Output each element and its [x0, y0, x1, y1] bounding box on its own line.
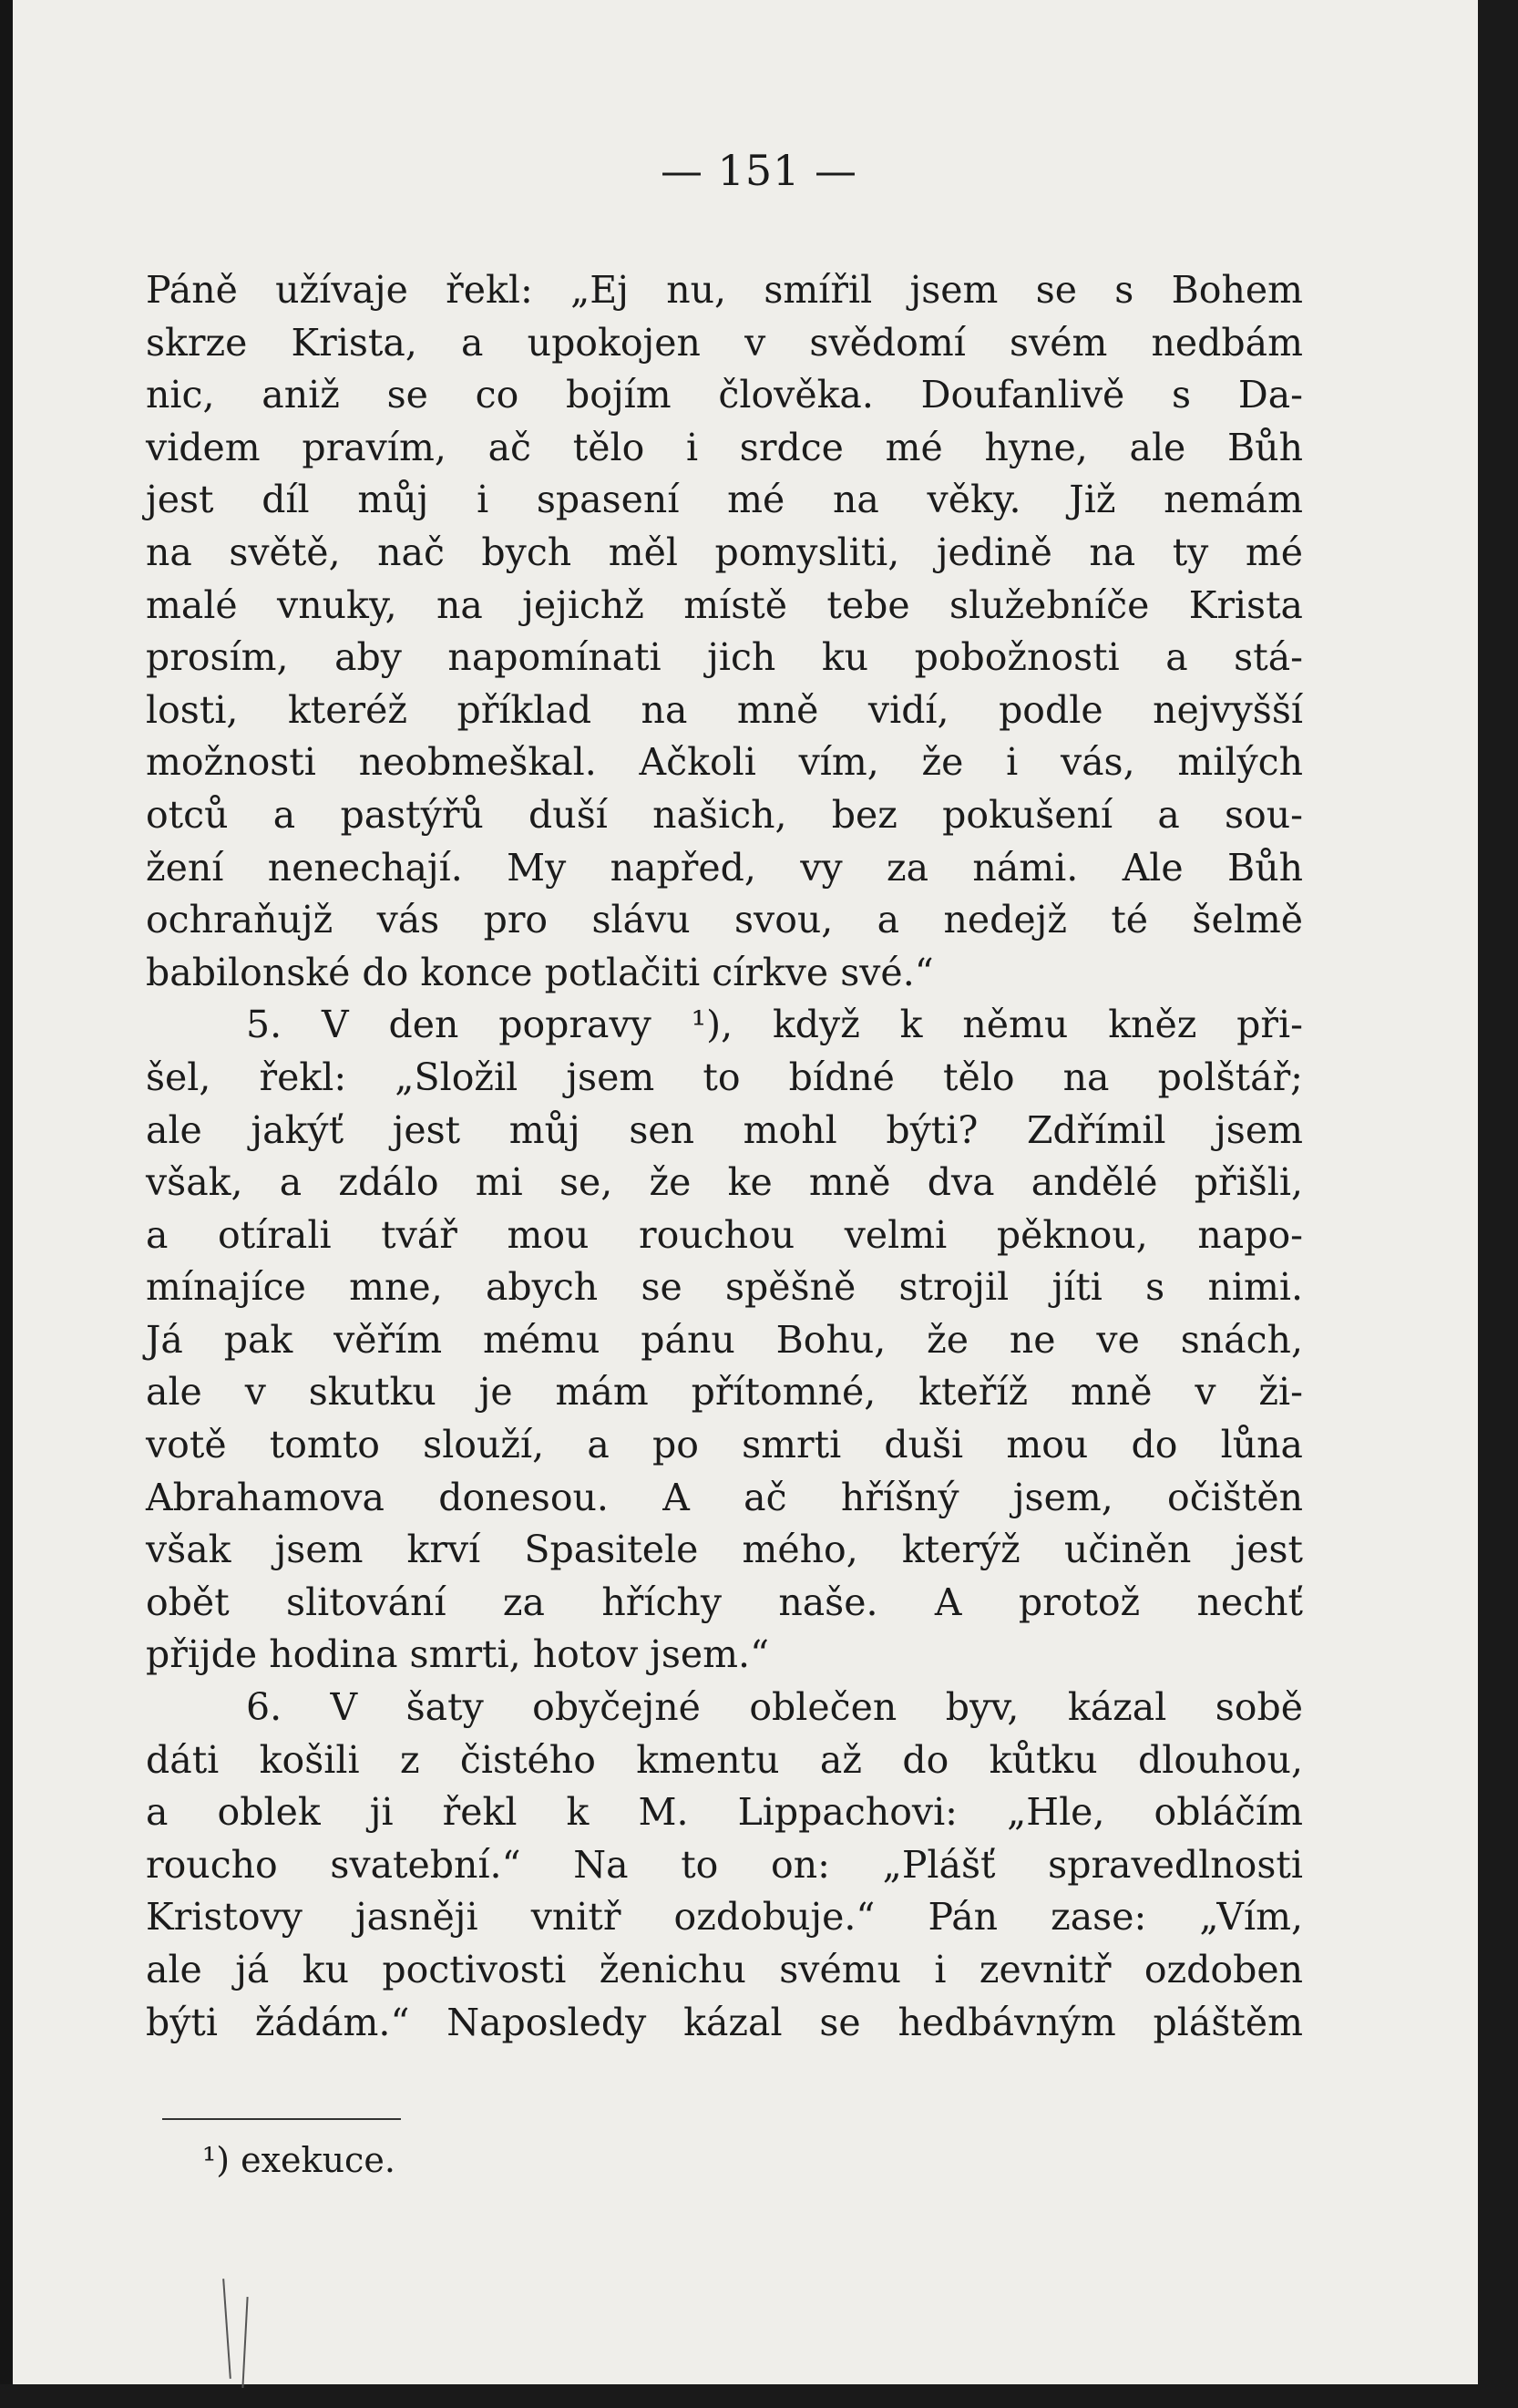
text-line: žení nenechají. My napřed, vy za námi. Ale Bůh — [146, 845, 1303, 890]
text-line: však, a zdálo mi se, že ke mně dva andělé přišli, — [146, 1160, 1303, 1205]
text-line: ale já ku poctivosti ženichu svému i zevnitř ozdoben — [146, 1948, 1303, 1991]
text-line: prosím, aby napomínati jich ku pobožnosti a stá- — [146, 635, 1303, 680]
text-line: však jsem krví Spasitele mého, kterýž učiněn jest — [146, 1528, 1303, 1572]
text-line: na světě, nač bych měl pomysliti, jedině na ty mé — [146, 530, 1303, 574]
scan-border-right — [1478, 0, 1518, 2408]
scan-mark — [222, 2279, 231, 2379]
text-line: a oblek ji řekl k M. Lippachovi: „Hle, obláčím — [146, 1790, 1303, 1835]
text-line: ale v skutku je mám přítomné, kteříž mně v ži- — [146, 1370, 1303, 1415]
footnote: ¹) exekuce. — [202, 2140, 395, 2180]
text-line: přijde hodina smrti, hotov jsem.“ — [146, 1632, 770, 1677]
text-line: votě tomto slouží, a po smrti duši mou do lůna — [146, 1423, 1303, 1467]
text-line: ale jakýť jest můj sen mohl býti? Zdřímil jsem — [146, 1107, 1303, 1152]
text-line: Abrahamova donesou. A ač hříšný jsem, očištěn — [146, 1475, 1303, 1519]
text-line: 6. V šaty obyčejné oblečen byv, kázal sobě — [246, 1685, 1303, 1730]
text-line: 5. V den popravy ¹), když k němu kněz při- — [246, 1003, 1303, 1047]
text-line: Kristovy jasněji vnitř ozdobuje.“ Pán zase: „Vím, — [146, 1895, 1303, 1940]
text-line: obět slitování za hříchy naše. A protož nechť — [146, 1580, 1303, 1624]
text-line: malé vnuky, na jejichž místě tebe služebníče Krista — [146, 582, 1303, 627]
text-line: videm pravím, ač tělo i srdce mé hyne, ale Bůh — [146, 425, 1303, 469]
page-number: — 151 — — [660, 146, 858, 195]
text-line: otců a pastýřů duší našich, bez pokušení a sou- — [146, 792, 1303, 837]
body-text — [146, 264, 1303, 2049]
text-line: losti, kteréž příklad na mně vidí, podle nejvyšší — [146, 687, 1303, 732]
text-line: Já pak věřím mému pánu Bohu, že ne ve snách, — [146, 1317, 1303, 1362]
scan-border-left — [0, 0, 13, 2408]
text-line: býti žádám.“ Naposledy kázal se hedbávným pláštěm — [146, 2000, 1303, 2044]
text-line: nic, aniž se co bojím člověka. Doufanlivě s Da- — [146, 373, 1303, 417]
text-line: jest díl můj i spasení mé na věky. Již nemám — [146, 478, 1303, 522]
text-line: možnosti neobmeškal. Ačkoli vím, že i vás, milých — [146, 740, 1303, 785]
footnote-divider — [162, 2118, 401, 2120]
text-line: šel, řekl: „Složil jsem to bídné tělo na polštář; — [146, 1055, 1303, 1099]
text-line: a otírali tvář mou rouchou velmi pěknou, napo- — [146, 1212, 1303, 1257]
text-line: babilonské do konce potlačiti církve své.“ — [146, 950, 934, 994]
scan-border-bottom — [0, 2384, 1518, 2408]
scan-mark — [241, 2297, 248, 2388]
text-line: Páně užívaje řekl: „Ej nu, smířil jsem se s Bohem — [146, 268, 1303, 312]
text-line: dáti košili z čistého kmentu až do kůtku dlouhou, — [146, 1737, 1303, 1782]
text-line: skrze Krista, a upokojen v svědomí svém nedbám — [146, 320, 1303, 365]
text-line: roucho svatební.“ Na to on: „Plášť spravedlnosti — [146, 1842, 1303, 1887]
text-line: mínajíce mne, abych se spěšně strojil jíti s nimi. — [146, 1265, 1303, 1310]
text-line: ochraňujž vás pro slávu svou, a nedejž té šelmě — [146, 898, 1303, 942]
